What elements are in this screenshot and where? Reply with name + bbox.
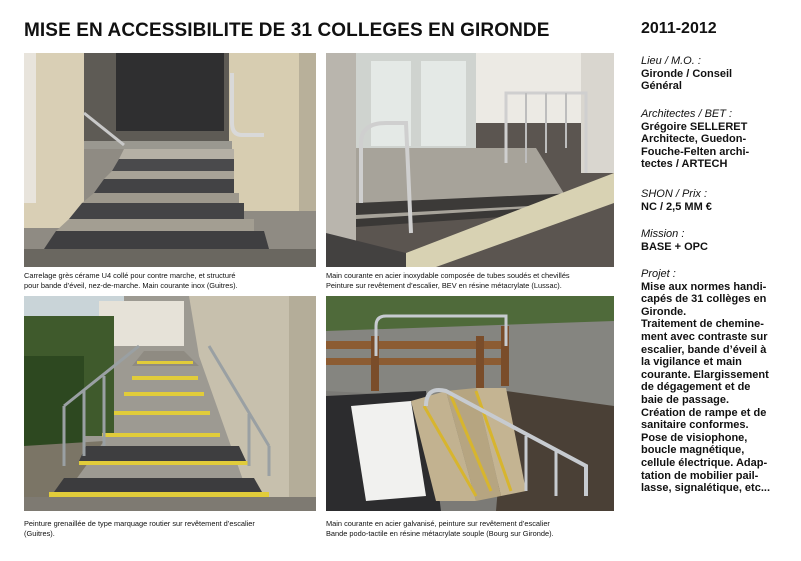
info-value — [641, 241, 791, 254]
info-architectes — [641, 108, 791, 171]
info-line: sanitaire conformes. — [641, 419, 749, 432]
info-shon — [641, 188, 791, 213]
info-line: tation de mobilier pail- — [641, 469, 759, 482]
caption-line: Main courante en acier galvanisé, peinture sur revêtement d’escalier — [326, 519, 550, 528]
info-line: baie de passage. — [641, 393, 730, 406]
info-label: Projet : — [641, 268, 676, 280]
photo-bourg-wooden-steps — [326, 296, 614, 511]
info-line: de dégagement et de — [641, 381, 751, 394]
info-line: tectes / ARTECH — [641, 158, 728, 171]
photo-caption-2 — [326, 271, 614, 290]
caption-line: Carrelage grès cérame U4 collé pour contre marche, et structuré — [24, 271, 236, 280]
caption-line: (Guitres). — [24, 528, 55, 538]
info-line: lasse, signalétique, etc... — [641, 482, 770, 495]
caption-line: Main courante en acier inoxydable composée de tubes soudés et chevillés — [326, 271, 570, 280]
info-line: boucle magnétique, — [641, 444, 745, 457]
info-label: SHON / Prix : — [641, 188, 708, 200]
info-value — [641, 281, 791, 495]
info-line: Général — [641, 80, 682, 93]
info-line: cellule électrique. Adap- — [641, 456, 768, 469]
caption-line: Peinture sur revêtement d’escalier, BEV en résine métacrylate (Lussac). — [326, 280, 562, 290]
info-label: Lieu / M.O. : — [641, 55, 701, 67]
photo-caption-4 — [326, 519, 614, 538]
photo-guitres-outdoor-stairs — [24, 296, 316, 511]
info-line: Architecte, Guedon- — [641, 133, 747, 146]
info-value — [641, 201, 791, 214]
info-line: Mise aux normes handi- — [641, 280, 767, 293]
caption-line: Bande podo-tactile en résine métacrylate souple (Bourg sur Gironde). — [326, 528, 554, 538]
info-line: Fouche-Felten archi- — [641, 145, 750, 158]
project-year: 2011-2012 — [641, 20, 717, 37]
info-line: la vigilance et main — [641, 356, 742, 369]
info-line: Grégoire SELLERET — [641, 120, 748, 133]
photo-guitres-entrance-steps — [24, 53, 316, 267]
info-line: courante. Elargissement — [641, 368, 769, 381]
photo-caption-1 — [24, 271, 316, 290]
info-line: escalier, bande d’éveil à — [641, 343, 767, 356]
info-line: BASE + OPC — [641, 240, 708, 253]
info-lieu — [641, 55, 791, 93]
info-line: Pose de visiophone, — [641, 431, 748, 444]
info-label: Mission : — [641, 228, 685, 240]
info-label: Architectes / BET : — [641, 108, 733, 120]
info-value — [641, 68, 791, 93]
info-line: NC / 2,5 MM € — [641, 200, 712, 213]
caption-line: Peinture grenaillée de type marquage routier sur revêtement d’escalier — [24, 519, 255, 528]
page-title: MISE EN ACCESSIBILITE DE 31 COLLEGES EN GIRONDE — [24, 20, 550, 41]
info-line: capés de 31 collèges en — [641, 293, 767, 306]
info-line: ment avec contraste sur — [641, 330, 768, 343]
info-line: Traitement de chemine- — [641, 318, 764, 331]
info-mission — [641, 228, 791, 253]
info-value — [641, 121, 791, 171]
photo-lussac-interior-stairs — [326, 53, 614, 267]
info-line: Gironde / Conseil — [641, 67, 733, 80]
info-projet — [641, 268, 791, 495]
info-line: Gironde. — [641, 305, 687, 318]
photo-caption-3 — [24, 519, 316, 538]
caption-line: pour bande d’éveil, nez-de-marche. Main courante inox (Guitres). — [24, 280, 238, 290]
info-line: Création de rampe et de — [641, 406, 767, 419]
